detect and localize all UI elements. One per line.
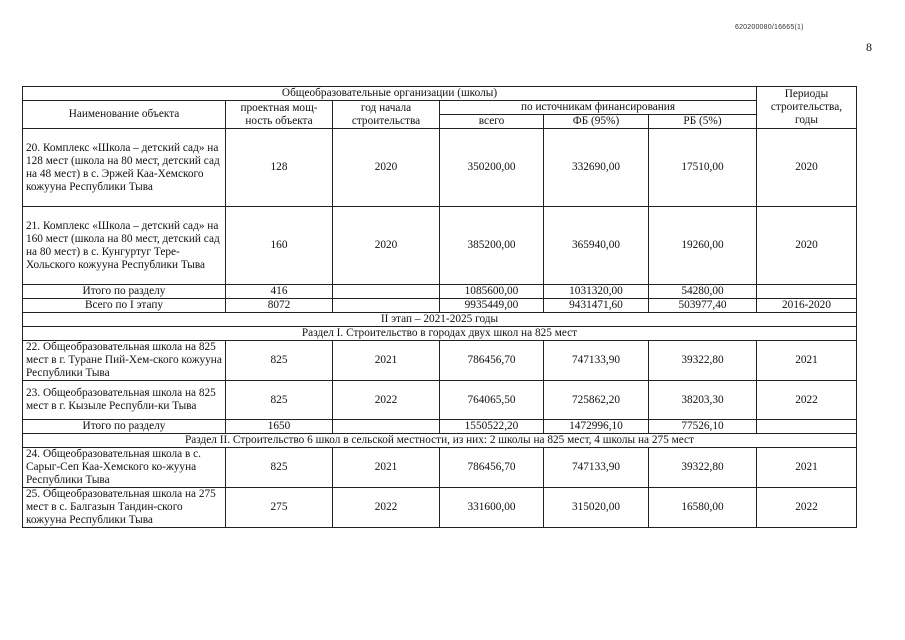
fb-cell: 1031320,00 bbox=[544, 285, 649, 299]
header-name: Наименование объекта bbox=[23, 101, 226, 129]
year-cell: 2020 bbox=[333, 207, 440, 285]
fb-cell: 332690,00 bbox=[544, 129, 649, 207]
fb-cell: 747133,90 bbox=[544, 341, 649, 381]
period-cell: 2022 bbox=[757, 381, 857, 420]
capacity-cell: 825 bbox=[226, 448, 333, 488]
stage-total-label: Всего по I этапу bbox=[23, 299, 226, 313]
table-row bbox=[23, 207, 857, 285]
object-name: 25. Общеобразовательная школа на 275 мест в с. Балгазын Тандин-ского кожууна Республики Тыва bbox=[23, 488, 226, 528]
period-cell: 2016-2020 bbox=[757, 299, 857, 313]
rb-cell: 19260,00 bbox=[649, 207, 757, 285]
capacity-cell: 275 bbox=[226, 488, 333, 528]
rb-cell: 17510,00 bbox=[649, 129, 757, 207]
total-cell: 1085600,00 bbox=[440, 285, 544, 299]
total-cell: 331600,00 bbox=[440, 488, 544, 528]
capacity-cell: 825 bbox=[226, 381, 333, 420]
total-cell: 786456,70 bbox=[440, 448, 544, 488]
table-row bbox=[23, 488, 857, 528]
fb-cell: 725862,20 bbox=[544, 381, 649, 420]
header-sources: по источникам финансирования bbox=[440, 101, 757, 115]
capacity-cell: 416 bbox=[226, 285, 333, 299]
subtotal-row bbox=[23, 420, 857, 434]
year-cell: 2021 bbox=[333, 341, 440, 381]
financing-table bbox=[22, 86, 857, 528]
header-row-1 bbox=[23, 87, 857, 101]
object-name: 24. Общеобразовательная школа в с. Сарыг-Сеп Каа-Хемского ко-жууна Республики Тыва bbox=[23, 448, 226, 488]
subtotal-label: Итого по разделу bbox=[23, 420, 226, 434]
period-cell: 2021 bbox=[757, 341, 857, 381]
table-row bbox=[23, 448, 857, 488]
total-cell: 786456,70 bbox=[440, 341, 544, 381]
year-cell: 2021 bbox=[333, 448, 440, 488]
empty-cell bbox=[757, 285, 857, 299]
period-cell: 2020 bbox=[757, 207, 857, 285]
header-row-2 bbox=[23, 101, 857, 115]
document-id: 620200080/16665(1) bbox=[735, 24, 804, 31]
section-title: Раздел II. Строительство 6 школ в сельской местности, из них: 2 школы на 825 мест, 4 школы на 275 мест bbox=[23, 434, 857, 448]
empty-cell bbox=[333, 285, 440, 299]
stage-title-row bbox=[23, 313, 857, 327]
empty-cell bbox=[757, 420, 857, 434]
period-cell: 2021 bbox=[757, 448, 857, 488]
capacity-cell: 128 bbox=[226, 129, 333, 207]
table-row bbox=[23, 381, 857, 420]
rb-cell: 503977,40 bbox=[649, 299, 757, 313]
empty-cell bbox=[333, 420, 440, 434]
header-total: всего bbox=[440, 115, 544, 129]
total-cell: 350200,00 bbox=[440, 129, 544, 207]
rb-cell: 39322,80 bbox=[649, 448, 757, 488]
object-name: 22. Общеобразовательная школа на 825 мест в г. Туране Пий-Хем-ского кожууна Республики Тыва bbox=[23, 341, 226, 381]
rb-cell: 38203,30 bbox=[649, 381, 757, 420]
fb-cell: 9431471,60 bbox=[544, 299, 649, 313]
capacity-cell: 1650 bbox=[226, 420, 333, 434]
object-name: 23. Общеобразовательная школа на 825 мест в г. Кызыле Республи-ки Тыва bbox=[23, 381, 226, 420]
stage-title: II этап – 2021-2025 годы bbox=[23, 313, 857, 327]
capacity-cell: 8072 bbox=[226, 299, 333, 313]
period-cell: 2020 bbox=[757, 129, 857, 207]
capacity-cell: 825 bbox=[226, 341, 333, 381]
year-cell: 2020 bbox=[333, 129, 440, 207]
empty-cell bbox=[333, 299, 440, 313]
rb-cell: 16580,00 bbox=[649, 488, 757, 528]
subtotal-label: Итого по разделу bbox=[23, 285, 226, 299]
total-cell: 385200,00 bbox=[440, 207, 544, 285]
section-title-row bbox=[23, 434, 857, 448]
object-name: 21. Комплекс «Школа – детский сад» на 160 мест (школа на 80 мест, детский сад на 80 мест) в с. Кунгуртуг Тере-Хольского кожууна Республики Тыва bbox=[23, 207, 226, 285]
header-capacity: проектная мощ-ность объекта bbox=[226, 101, 333, 129]
subtotal-row bbox=[23, 285, 857, 299]
header-rb: РБ (5%) bbox=[649, 115, 757, 129]
table-row bbox=[23, 129, 857, 207]
fb-cell: 747133,90 bbox=[544, 448, 649, 488]
header-fb: ФБ (95%) bbox=[544, 115, 649, 129]
capacity-cell: 160 bbox=[226, 207, 333, 285]
fb-cell: 365940,00 bbox=[544, 207, 649, 285]
fb-cell: 315020,00 bbox=[544, 488, 649, 528]
rb-cell: 54280,00 bbox=[649, 285, 757, 299]
section-title: Раздел I. Строительство в городах двух школ на 825 мест bbox=[23, 327, 857, 341]
object-name: 20. Комплекс «Школа – детский сад» на 128 мест (школа на 80 мест, детский сад на 48 мест) в с. Эржей Каа-Хемского кожууна Республики Тыва bbox=[23, 129, 226, 207]
table-row bbox=[23, 341, 857, 381]
period-cell: 2022 bbox=[757, 488, 857, 528]
stage-total-row bbox=[23, 299, 857, 313]
total-cell: 1550522,20 bbox=[440, 420, 544, 434]
section-title-row bbox=[23, 327, 857, 341]
header-periods: Периоды строительства, годы bbox=[757, 87, 857, 129]
year-cell: 2022 bbox=[333, 381, 440, 420]
year-cell: 2022 bbox=[333, 488, 440, 528]
fb-cell: 1472996,10 bbox=[544, 420, 649, 434]
rb-cell: 39322,80 bbox=[649, 341, 757, 381]
total-cell: 9935449,00 bbox=[440, 299, 544, 313]
rb-cell: 77526,10 bbox=[649, 420, 757, 434]
header-group: Общеобразовательные организации (школы) bbox=[23, 87, 757, 101]
header-start-year: год начала строительства bbox=[333, 101, 440, 129]
page-number: 8 bbox=[866, 40, 872, 54]
total-cell: 764065,50 bbox=[440, 381, 544, 420]
